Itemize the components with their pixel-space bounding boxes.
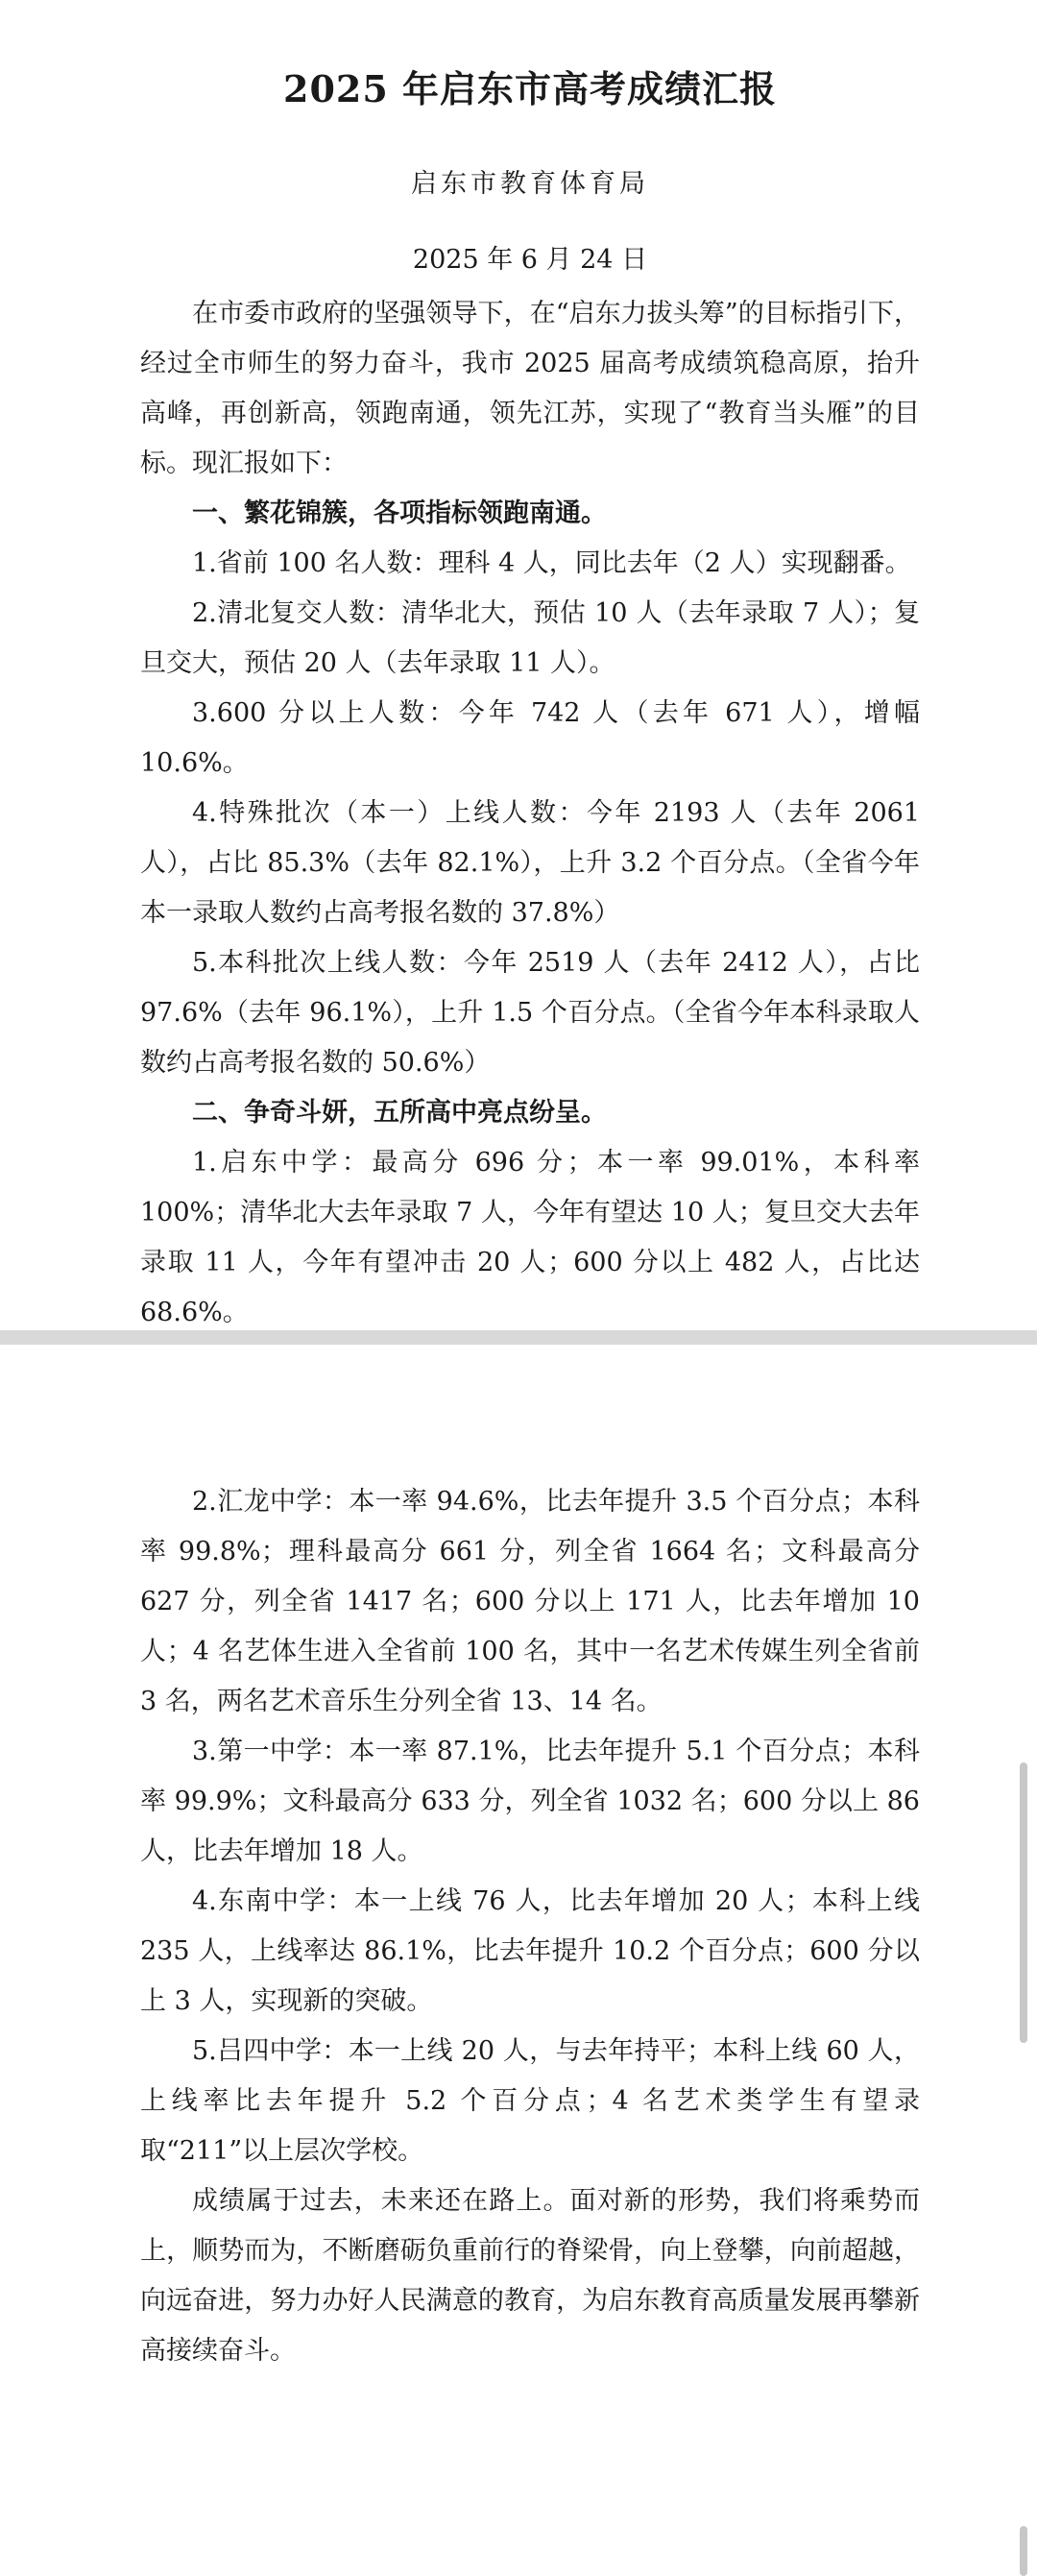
list-item: 2.清北复交人数：清华北大，预估 10 人（去年录取 7 人）；复旦交大，预估 20 人（去年录取 11 人）。: [140, 598, 920, 678]
page-1-content: [140, 60, 920, 1338]
page-2-content: [140, 1477, 920, 2376]
list-item: 4.东南中学：本一上线 76 人，比去年增加 20 人；本科上线 235 人，上线率达 86.1%，比去年提升 10.2 个百分点；600 分以上 3 人，实现新的突破。: [140, 1886, 920, 2016]
page-separator: [0, 1330, 1037, 1345]
document-title: 2025 年启东市高考成绩汇报: [283, 67, 777, 110]
document-page-2: [0, 1345, 1037, 2576]
document-date: 2025 年 6 月 24 日: [412, 245, 648, 275]
list-item: 1.省前 100 名人数：理科 4 人，同比去年（2 人）实现翻番。: [192, 548, 911, 578]
list-item: 5.吕四中学：本一上线 20 人，与去年持平；本科上线 60 人，上线率比去年提升 5.2 个百分点；4 名艺术类学生有望录取“211”以上层次学校。: [140, 2036, 920, 2166]
scrollbar-thumb-bottom[interactable]: [1020, 2526, 1027, 2576]
list-item: 1.启东中学：最高分 696 分；本一率 99.01%，本科率 100%；清华北大去年录取 7 人，今年有望达 10 人；复旦交大去年录取 11 人，今年有望冲击 20 人；600 分以上 482 人，占比达 68.6%。: [140, 1148, 920, 1327]
intro-paragraph: 在市委市政府的坚强领导下，在“启东力拔头筹”的目标指引下，经过全市师生的努力奋斗，我市 2025 届高考成绩筑稳高原，抬升高峰，再创新高，领跑南通，领先江苏，实现了“教育当头雁”的目标。现汇报如下：: [140, 299, 920, 478]
list-item: 2.汇龙中学：本一率 94.6%，比去年提升 3.5 个百分点；本科率 99.8%；理科最高分 661 分，列全省 1664 名；文科最高分 627 分，列全省 1417 名；600 分以上 171 人，比去年增加 10 人；4 名艺体生进入全省前 100 名，其中一名艺术传媒生列全省前 3 名，两名艺术音乐生分列全省 13、14 名。: [140, 1487, 920, 1716]
list-item: 5.本科批次上线人数：今年 2519 人（去年 2412 人），占比 97.6%（去年 96.1%），上升 1.5 个百分点。（全省今年本科录取人数约占高考报名数的 50.6%）: [140, 948, 920, 1078]
list-item: 3.第一中学：本一率 87.1%，比去年提升 5.1 个百分点；本科率 99.9%；文科最高分 633 分，列全省 1032 名；600 分以上 86 人，比去年增加 18 人。: [140, 1737, 920, 1866]
issuing-organization: 启东市教育体育局: [411, 169, 649, 199]
list-item: 3.600 分以上人数：今年 742 人（去年 671 人），增幅 10.6%。: [140, 698, 920, 778]
list-item: 4.特殊批次（本一）上线人数：今年 2193 人（去年 2061 人），占比 85.3%（去年 82.1%），上升 3.2 个百分点。（全省今年本一录取人数约占高考报名数的 37.8%）: [140, 798, 920, 928]
scrollbar-thumb[interactable]: [1020, 1762, 1027, 2043]
section-heading-2: 二、争奇斗妍，五所高中亮点纷呈。: [192, 1098, 607, 1128]
closing-paragraph: 成绩属于过去，未来还在路上。面对新的形势，我们将乘势而上，顺势而为，不断磨砺负重前行的脊梁骨，向上登攀，向前超越，向远奋进，努力办好人民满意的教育，为启东教育高质量发展再攀新高接续奋斗。: [140, 2186, 920, 2366]
section-heading-1: 一、繁花锦簇，各项指标领跑南通。: [192, 498, 607, 528]
